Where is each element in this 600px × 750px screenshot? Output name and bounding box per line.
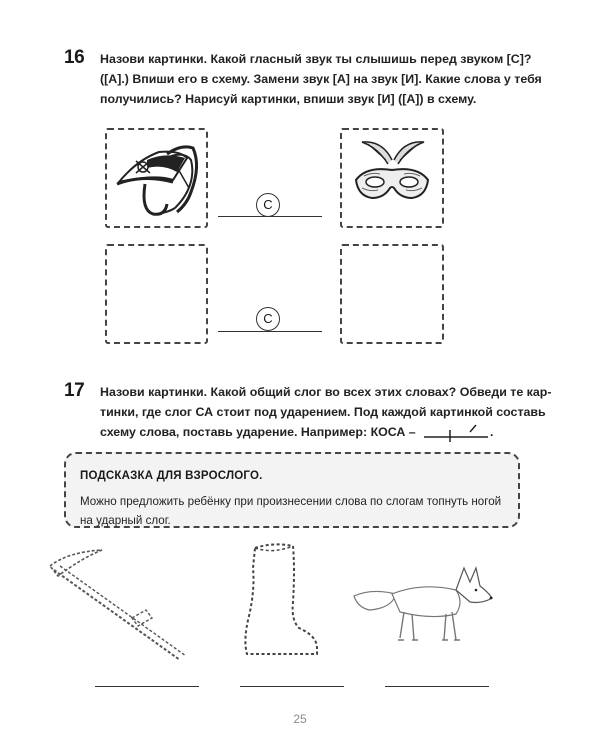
task-17-line-2: тинки, где слог СА стоит под ударением. Под каждой картинкой составь xyxy=(100,405,546,419)
answer-line-bottom[interactable] xyxy=(218,331,322,332)
scythe-icon[interactable] xyxy=(38,548,188,668)
example-scheme-icon xyxy=(422,422,494,442)
helmet-icon xyxy=(107,130,206,226)
mask-icon xyxy=(342,130,442,226)
frame-mask[interactable] xyxy=(340,128,444,228)
fox-icon[interactable] xyxy=(352,560,497,660)
page-number: 25 xyxy=(293,712,307,726)
task-17-number: 17 xyxy=(64,380,85,401)
task-16-line-2: ([А].) Впиши его в схему. Замени звук [А] на звук [И]. Какие слова у тебя xyxy=(100,72,542,86)
hint-line-2: на ударный слог. xyxy=(80,514,171,527)
task-16-number: 16 xyxy=(64,47,85,68)
frame-helmet[interactable] xyxy=(105,128,208,228)
sound-circle-top: С xyxy=(256,193,280,217)
task-17-line-3 xyxy=(100,422,551,442)
task-16-line-3: получились? Нарисуй картинки, впиши звук [И] ([А]) в схему. xyxy=(100,92,477,106)
task-17-text xyxy=(100,382,551,442)
answer-line-boot[interactable] xyxy=(240,686,344,687)
answer-line-scythe[interactable] xyxy=(95,686,199,687)
hint-title: ПОДСКАЗКА ДЛЯ ВЗРОСЛОГО. xyxy=(80,470,263,482)
boot-icon[interactable] xyxy=(233,540,323,660)
frame-empty-right[interactable] xyxy=(340,244,444,344)
answer-line-fox[interactable] xyxy=(385,686,489,687)
sound-circle-bottom: С xyxy=(256,307,280,331)
task-17-line-3-period: . xyxy=(490,425,494,439)
task-16-text xyxy=(100,49,542,109)
adult-hint-box xyxy=(64,452,520,528)
task-17-line-3-text: схему слова, поставь ударение. Например: КОСА – xyxy=(100,425,416,439)
hint-body xyxy=(80,492,501,530)
frame-empty-left[interactable] xyxy=(105,244,208,344)
task-16-line-1: Назови картинки. Какой гласный звук ты слышишь перед звуком [С]? xyxy=(100,52,532,66)
task-17-line-1: Назови картинки. Какой общий слог во всех этих словах? Обведи те кар- xyxy=(100,385,552,399)
hint-line-1: Можно предложить ребёнку при произнесении слова по слогам топнуть ногой xyxy=(80,495,502,508)
